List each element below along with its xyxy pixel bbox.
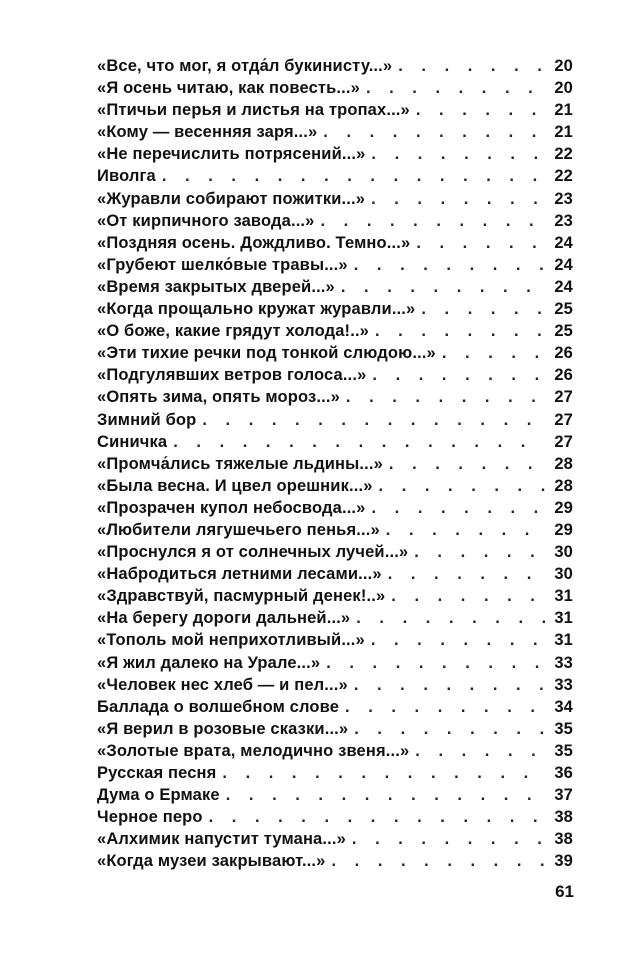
toc-entry bbox=[97, 254, 573, 276]
toc-entry bbox=[97, 143, 573, 165]
dot-leader bbox=[416, 232, 545, 254]
toc-entry-title: «Журавли собирают пожитки...» bbox=[97, 189, 366, 208]
dot-leader bbox=[391, 585, 545, 607]
toc-entry-page: 24 bbox=[554, 233, 573, 252]
toc-entry-page: 35 bbox=[554, 741, 573, 760]
table-of-contents bbox=[97, 55, 573, 872]
toc-entry-title: «Здравствуй, пасмурный денек!..» bbox=[97, 587, 386, 606]
toc-entry-page: 29 bbox=[554, 498, 573, 517]
toc-entry-page: 22 bbox=[554, 145, 573, 164]
toc-entry-page: 25 bbox=[554, 322, 573, 341]
toc-entry-page: 37 bbox=[554, 786, 573, 805]
toc-entry bbox=[97, 188, 573, 210]
dot-leader bbox=[371, 497, 545, 519]
toc-entry-title: Синичка bbox=[97, 432, 168, 451]
dot-leader bbox=[356, 607, 545, 629]
toc-entry-title: «Я осень читаю, как повесть...» bbox=[97, 79, 360, 98]
toc-entry-page: 27 bbox=[554, 388, 573, 407]
toc-entry bbox=[97, 77, 573, 99]
toc-entry bbox=[97, 475, 573, 497]
dot-leader bbox=[386, 519, 545, 541]
toc-entry-title: «Человек нес хлеб — и пел...» bbox=[97, 675, 348, 694]
toc-entry bbox=[97, 364, 573, 386]
dot-leader bbox=[414, 541, 545, 563]
dot-leader bbox=[173, 431, 545, 453]
toc-entry bbox=[97, 165, 573, 187]
dot-leader bbox=[379, 475, 545, 497]
toc-entry-title: Дума о Ермаке bbox=[97, 786, 220, 805]
dot-leader bbox=[352, 828, 545, 850]
toc-entry-title: «Эти тихие речки под тонкой слюдою...» bbox=[97, 344, 436, 363]
dot-leader bbox=[371, 629, 545, 651]
dot-leader bbox=[202, 409, 545, 431]
toc-entry-page: 38 bbox=[554, 808, 573, 827]
toc-entry-page: 27 bbox=[554, 432, 573, 451]
toc-entry-title: «Поздняя осень. Дождливо. Темно...» bbox=[97, 233, 411, 252]
toc-entry bbox=[97, 629, 573, 651]
toc-entry-title: «Прозрачен купол небосвода...» bbox=[97, 498, 366, 517]
toc-entry-page: 39 bbox=[554, 852, 573, 871]
toc-entry-page: 36 bbox=[554, 764, 573, 782]
toc-entry-title: «Все, что мог, я отда́л букинисту...» bbox=[97, 57, 393, 75]
toc-entry-page: 31 bbox=[554, 609, 573, 628]
dot-leader bbox=[366, 77, 545, 99]
toc-entry-title: Русская песня bbox=[97, 764, 217, 782]
dot-leader bbox=[372, 364, 545, 386]
toc-entry bbox=[97, 519, 573, 541]
toc-entry-title: «Алхимик напустит тумана...» bbox=[97, 830, 346, 849]
toc-entry bbox=[97, 210, 573, 232]
toc-entry bbox=[97, 806, 573, 828]
toc-entry bbox=[97, 99, 573, 121]
toc-entry-title: «Была весна. И цвел орешник...» bbox=[97, 476, 373, 495]
toc-entry-title: «Промча́лись тяжелые льдины...» bbox=[97, 454, 383, 473]
toc-entry-title: «Золотые врата, мелодично звеня...» bbox=[97, 741, 410, 760]
dot-leader bbox=[326, 652, 545, 674]
toc-entry-title: Баллада о волшебном слове bbox=[97, 697, 340, 716]
toc-entry-title: «Проснулся я от солнечных лучей...» bbox=[97, 543, 409, 562]
dot-leader bbox=[323, 121, 545, 143]
toc-entry-title: Иволга bbox=[97, 167, 156, 186]
toc-entry bbox=[97, 762, 573, 784]
toc-entry-title: «От кирпичного завода...» bbox=[97, 211, 315, 230]
dot-leader bbox=[226, 784, 545, 806]
toc-entry-title: «Опять зима, опять мороз...» bbox=[97, 388, 340, 407]
toc-entry-page: 38 bbox=[554, 830, 573, 849]
dot-leader bbox=[341, 276, 545, 298]
dot-leader bbox=[354, 254, 545, 276]
toc-entry-title: Зимний бор bbox=[97, 410, 197, 429]
toc-entry-page: 35 bbox=[554, 719, 573, 738]
toc-entry-page: 31 bbox=[554, 631, 573, 650]
toc-entry bbox=[97, 453, 573, 475]
toc-entry-page: 21 bbox=[554, 101, 573, 120]
toc-entry bbox=[97, 652, 573, 674]
toc-entry bbox=[97, 232, 573, 254]
toc-entry-title: Черное перо bbox=[97, 808, 203, 827]
toc-entry bbox=[97, 607, 573, 629]
toc-entry-page: 20 bbox=[554, 79, 573, 98]
dot-leader bbox=[375, 320, 545, 342]
toc-entry-title: «О боже, какие грядут холода!..» bbox=[97, 322, 369, 341]
toc-entry bbox=[97, 121, 573, 143]
toc-entry-page: 29 bbox=[554, 520, 573, 539]
toc-entry bbox=[97, 563, 573, 585]
toc-entry bbox=[97, 409, 573, 431]
toc-entry-title: «Когда прощально кружат журавли...» bbox=[97, 300, 416, 319]
toc-entry bbox=[97, 740, 573, 762]
toc-entry bbox=[97, 828, 573, 850]
dot-leader bbox=[371, 143, 545, 165]
dot-leader bbox=[354, 718, 545, 740]
toc-entry-title: «Грубеют шелко́вые травы...» bbox=[97, 255, 348, 274]
toc-entry bbox=[97, 298, 573, 320]
dot-leader bbox=[209, 806, 545, 828]
toc-entry bbox=[97, 386, 573, 408]
dot-leader bbox=[321, 210, 546, 232]
toc-entry-title: «Время закрытых дверей...» bbox=[97, 277, 335, 296]
toc-entry-page: 23 bbox=[554, 211, 573, 230]
dot-leader bbox=[389, 453, 545, 475]
toc-entry-page: 26 bbox=[554, 366, 573, 385]
dot-leader bbox=[162, 165, 545, 187]
toc-entry-title: «Подгулявших ветров голоса...» bbox=[97, 366, 367, 385]
dot-leader bbox=[388, 563, 545, 585]
dot-leader bbox=[354, 674, 545, 696]
toc-entry bbox=[97, 718, 573, 740]
toc-entry bbox=[97, 320, 573, 342]
dot-leader bbox=[371, 188, 545, 210]
dot-leader bbox=[416, 99, 545, 121]
toc-entry-title: «Когда музеи закрывают...» bbox=[97, 852, 326, 871]
dot-leader bbox=[415, 740, 545, 762]
dot-leader bbox=[345, 696, 545, 718]
toc-entry-title: «Тополь мой неприхотливый...» bbox=[97, 631, 365, 650]
toc-entry bbox=[97, 674, 573, 696]
toc-entry-page: 33 bbox=[554, 653, 573, 672]
toc-entry-title: «Я жил далеко на Урале...» bbox=[97, 653, 321, 672]
toc-entry-title: «Птичьи перья и листья на тропах...» bbox=[97, 101, 410, 120]
toc-entry-page: 30 bbox=[554, 565, 573, 584]
toc-entry-page: 21 bbox=[554, 123, 573, 142]
toc-entry-title: «Кому — весенняя заря...» bbox=[97, 123, 318, 142]
toc-entry-page: 30 bbox=[554, 543, 573, 562]
toc-entry bbox=[97, 850, 573, 872]
toc-entry-title: «На берегу дороги дальней...» bbox=[97, 609, 351, 628]
toc-entry-title: «Не перечислить потрясений...» bbox=[97, 145, 366, 164]
toc-entry bbox=[97, 276, 573, 298]
toc-entry bbox=[97, 541, 573, 563]
toc-entry bbox=[97, 431, 573, 453]
toc-entry-page: 28 bbox=[554, 454, 573, 473]
toc-entry bbox=[97, 696, 573, 718]
dot-leader bbox=[346, 386, 545, 408]
toc-entry-title: «Любители лягушечьего пенья...» bbox=[97, 520, 380, 539]
page-number: 61 bbox=[555, 882, 574, 901]
toc-entry-page: 28 bbox=[554, 476, 573, 495]
toc-entry bbox=[97, 585, 573, 607]
toc-entry-page: 34 bbox=[554, 697, 573, 716]
toc-entry-page: 20 bbox=[554, 57, 573, 75]
dot-leader bbox=[331, 850, 545, 872]
toc-entry-page: 23 bbox=[554, 189, 573, 208]
toc-entry-page: 22 bbox=[554, 167, 573, 186]
toc-entry bbox=[97, 342, 573, 364]
toc-entry-title: «Я верил в розовые сказки...» bbox=[97, 719, 349, 738]
toc-entry bbox=[97, 784, 573, 806]
toc-entry-page: 24 bbox=[554, 277, 573, 296]
toc-entry-page: 24 bbox=[554, 255, 573, 274]
toc-entry bbox=[97, 497, 573, 519]
dot-leader bbox=[442, 342, 545, 364]
toc-entry-page: 26 bbox=[554, 344, 573, 363]
toc-entry-title: «Набродиться летними лесами...» bbox=[97, 565, 382, 584]
toc-entry-page: 25 bbox=[554, 300, 573, 319]
dot-leader bbox=[398, 55, 545, 77]
toc-entry bbox=[97, 55, 573, 77]
toc-entry-page: 31 bbox=[554, 587, 573, 606]
toc-entry-page: 27 bbox=[554, 410, 573, 429]
dot-leader bbox=[222, 762, 545, 784]
toc-entry-page: 33 bbox=[554, 675, 573, 694]
dot-leader bbox=[421, 298, 545, 320]
